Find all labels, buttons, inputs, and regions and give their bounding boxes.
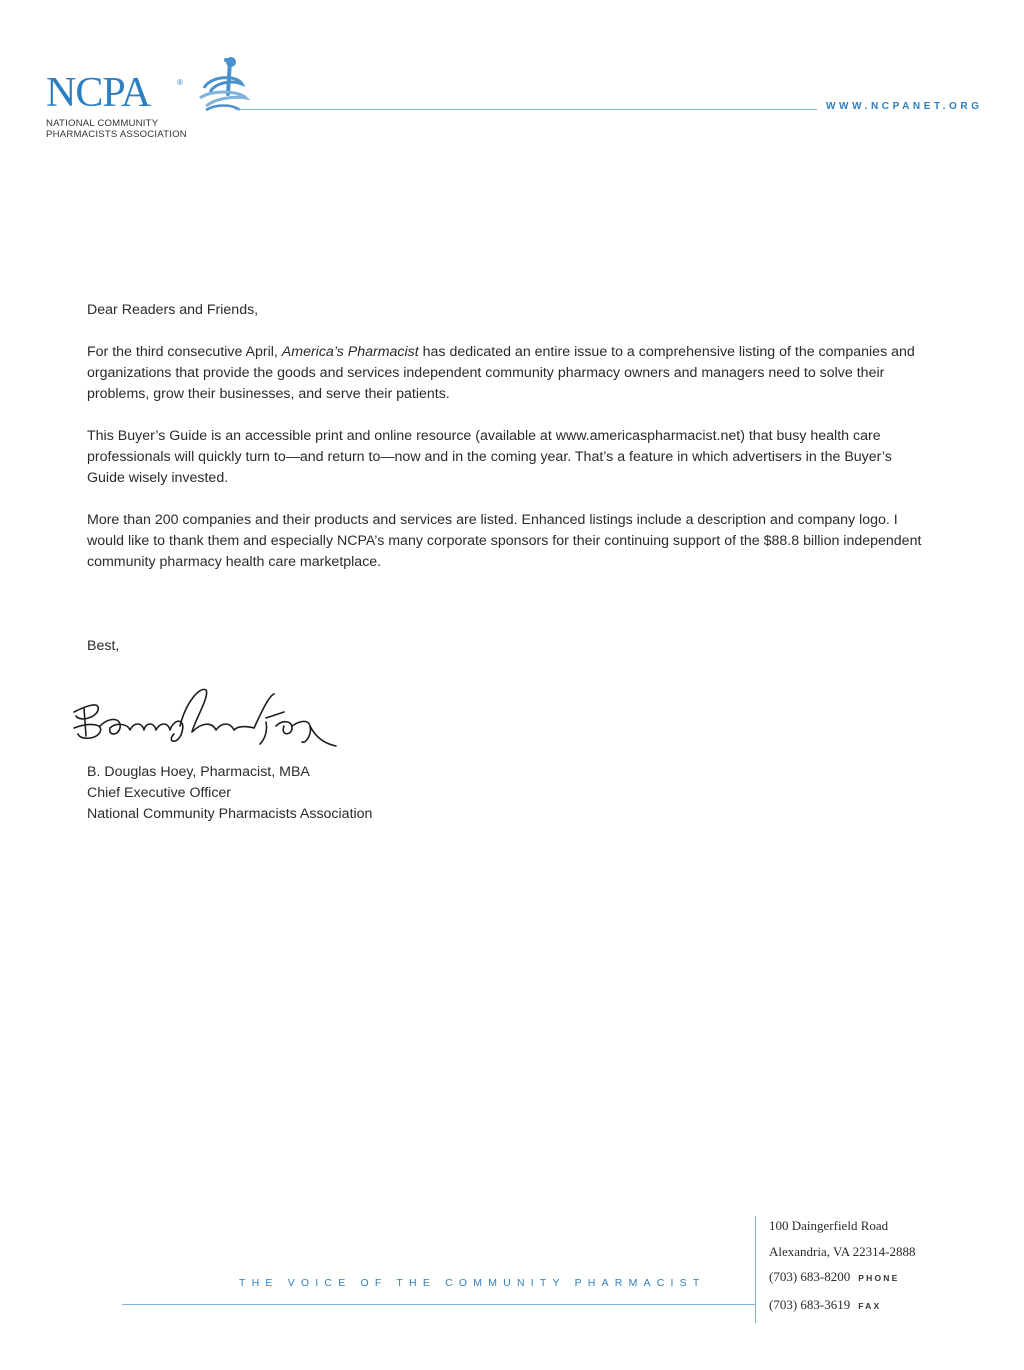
signer-name: B. Douglas Hoey, Pharmacist, MBA bbox=[87, 764, 310, 780]
logo-subtitle bbox=[46, 118, 187, 140]
phone-line bbox=[769, 1264, 915, 1292]
fax-number: (703) 683-3619 bbox=[769, 1296, 851, 1312]
signer-organization: National Community Pharmacists Association bbox=[87, 806, 373, 822]
signature-block bbox=[87, 762, 372, 825]
header-divider bbox=[235, 109, 817, 110]
address-city: Alexandria, VA 22314-2888 bbox=[769, 1243, 916, 1259]
closing: Best, bbox=[87, 638, 120, 654]
fax-line bbox=[769, 1292, 915, 1320]
fax-label: FAX bbox=[858, 1300, 882, 1311]
logo-registered-mark: ® bbox=[177, 78, 183, 87]
publication-title: America’s Pharmacist bbox=[281, 344, 419, 360]
paragraph-1-start: For the third consecutive April, bbox=[87, 344, 282, 360]
handwritten-signature bbox=[70, 682, 342, 754]
paragraph-3: More than 200 companies and their products and services are listed. Enhanced listings include a description and company logo. I would like to thank them and especially NCPA’s many corporate sponsors for their continuing support of the $88.8 billion independent community pharmacy health care marketplace. bbox=[87, 512, 922, 570]
contact-address bbox=[769, 1213, 915, 1319]
logo-subtitle-line1: NATIONAL COMMUNITY bbox=[46, 118, 159, 129]
website-url[interactable]: WWW.NCPANET.ORG bbox=[826, 101, 983, 112]
logo-wordmark: NCPA bbox=[46, 70, 151, 116]
signer-title: Chief Executive Officer bbox=[87, 785, 232, 801]
footer-vertical-divider bbox=[755, 1216, 756, 1323]
footer-tagline: THE VOICE OF THE COMMUNITY PHARMACIST bbox=[239, 1277, 706, 1289]
paragraph-1 bbox=[87, 342, 927, 405]
paragraph-1-end: has dedicated an entire issue to a comprehensive listing of the companies and organizations that provide the goods and services independent community pharmacy owners and managers need to solve their problems, grow their businesses, and serve their patients. bbox=[87, 344, 915, 402]
paragraph-2: This Buyer’s Guide is an accessible print and online resource (available at www.americaspharmacist.net) that busy health care professionals will quickly turn to—and return to—now and in the coming year. That’s a feature in which advertisers in the Buyer’s Guide wisely invested. bbox=[87, 428, 892, 486]
ncpa-logo bbox=[46, 54, 236, 146]
letter-body bbox=[87, 300, 927, 594]
phone-number: (703) 683-8200 bbox=[769, 1269, 851, 1284]
address-street: 100 Daingerfield Road bbox=[769, 1218, 889, 1233]
mortar-and-pestle-icon bbox=[170, 54, 250, 116]
footer-divider bbox=[122, 1304, 756, 1305]
logo-subtitle-line2: PHARMACISTS ASSOCIATION bbox=[46, 129, 187, 140]
phone-label: PHONE bbox=[858, 1273, 900, 1283]
greeting: Dear Readers and Friends, bbox=[87, 302, 259, 318]
